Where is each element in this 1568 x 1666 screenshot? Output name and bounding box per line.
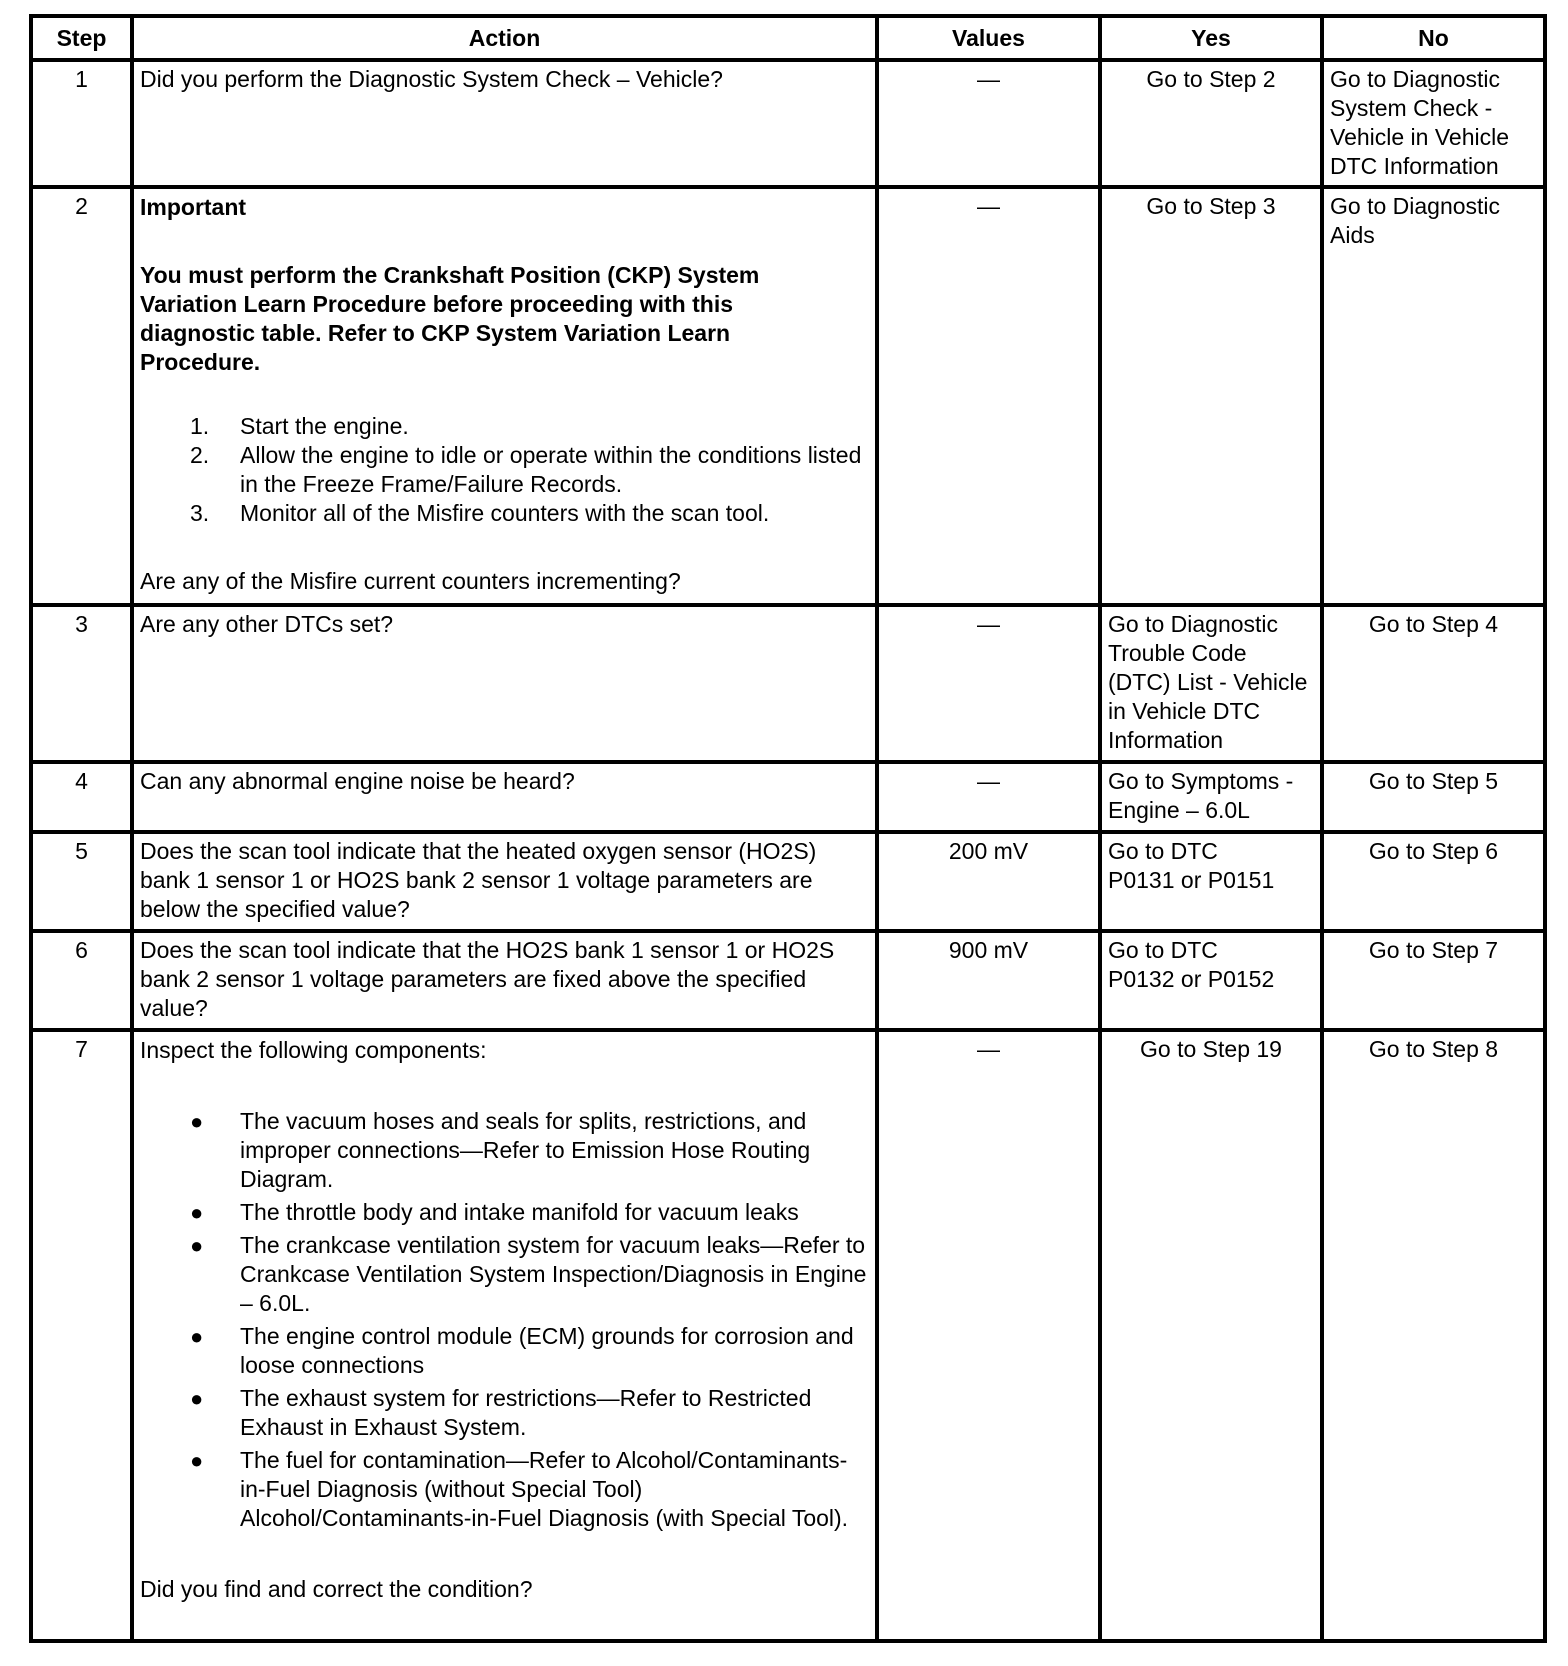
action-text: Are any other DTCs set? [132, 605, 877, 762]
header-row [31, 16, 1545, 60]
values-cell: — [877, 762, 1100, 832]
list-item: ● The crankcase ventilation system for vacuum leaks—Refer to Crankcase Ventilation System Inspection/Diagnosis in Engine – 6.0L. [190, 1232, 867, 1316]
step-number: 2 [31, 187, 132, 605]
list-item: ● The fuel for contamination—Refer to Alcohol/Contaminants-in-Fuel Diagnosis (without Special Tool) Alcohol/Contaminants-in-Fuel Diagnosis (with Special Tool). [190, 1447, 849, 1531]
no-cell[interactable]: Go to Step 6 [1322, 832, 1545, 931]
list-item: 1. Start the engine. [190, 413, 409, 439]
list-item: 2. Allow the engine to idle or operate within the conditions listed in the Freeze Frame/Failure Records. [190, 442, 862, 497]
table-row [31, 605, 1545, 762]
important-title: Important [140, 194, 247, 220]
list-item: ● The engine control module (ECM) grounds for corrosion and loose connections [190, 1323, 854, 1378]
table-row [31, 762, 1545, 832]
yes-cell[interactable]: Go to DTC P0132 or P0152 [1100, 931, 1322, 1030]
diagnostic-table [29, 14, 1547, 1643]
yes-cell[interactable]: Go to Step 2 [1100, 60, 1322, 187]
question-text: Are any of the Misfire current counters incrementing? [140, 568, 681, 594]
values-cell: — [877, 60, 1100, 187]
yes-cell[interactable]: Go to DTC P0131 or P0151 [1100, 832, 1322, 931]
yes-cell[interactable]: Go to Step 19 [1100, 1030, 1322, 1641]
no-cell[interactable]: Go to Step 8 [1322, 1030, 1545, 1641]
header-yes: Yes [1100, 16, 1322, 60]
list-item: ● The vacuum hoses and seals for splits, restrictions, and improper connections—Refer to Emission Hose Routing Diagram. [190, 1108, 811, 1192]
action-cell [132, 1030, 877, 1641]
action-cell [132, 187, 877, 605]
step-number: 5 [31, 832, 132, 931]
action-text: Did you perform the Diagnostic System Check – Vehicle? [132, 60, 877, 187]
important-text: You must perform the Crankshaft Position (CKP) System Variation Learn Procedure before proceeding with this diagnostic table. Refer to CKP System Variation Learn Procedure. [140, 262, 760, 375]
step-number: 6 [31, 931, 132, 1030]
values-cell: 200 mV [877, 832, 1100, 931]
step-number: 3 [31, 605, 132, 762]
action-text: Does the scan tool indicate that the heated oxygen sensor (HO2S) bank 1 sensor 1 or HO2S bank 2 sensor 1 voltage parameters are below the specified value? [132, 832, 877, 931]
list-item: 3. Monitor all of the Misfire counters with the scan tool. [190, 500, 770, 526]
values-cell: 900 mV [877, 931, 1100, 1030]
yes-cell[interactable]: Go to Symptoms - Engine – 6.0L [1100, 762, 1322, 832]
no-cell[interactable]: Go to Step 7 [1322, 931, 1545, 1030]
table-row [31, 832, 1545, 931]
step-number: 1 [31, 60, 132, 187]
yes-cell[interactable]: Go to Diagnostic Trouble Code (DTC) List - Vehicle in Vehicle DTC Information [1100, 605, 1322, 762]
step-number: 7 [31, 1030, 132, 1641]
values-cell: — [877, 187, 1100, 605]
procedure-list [140, 412, 869, 528]
table-row [31, 1030, 1545, 1641]
header-values: Values [877, 16, 1100, 60]
list-item: ● The exhaust system for restrictions—Refer to Restricted Exhaust in Exhaust System. [190, 1385, 812, 1440]
step-number: 4 [31, 762, 132, 832]
action-text: Can any abnormal engine noise be heard? [132, 762, 877, 832]
yes-cell[interactable]: Go to Step 3 [1100, 187, 1322, 605]
question-text: Did you find and correct the condition? [140, 1576, 533, 1602]
values-cell: — [877, 1030, 1100, 1641]
header-action: Action [132, 16, 877, 60]
no-cell[interactable]: Go to Diagnostic System Check - Vehicle in Vehicle DTC Information [1322, 60, 1545, 187]
action-text: Does the scan tool indicate that the HO2S bank 1 sensor 1 or HO2S bank 2 sensor 1 voltage parameters are fixed above the specified value? [132, 931, 877, 1030]
component-list [140, 1107, 869, 1533]
no-cell[interactable]: Go to Diagnostic Aids [1322, 187, 1545, 605]
intro-text: Inspect the following components: [140, 1037, 487, 1063]
list-item: ● The throttle body and intake manifold for vacuum leaks [190, 1199, 799, 1225]
no-cell[interactable]: Go to Step 5 [1322, 762, 1545, 832]
no-cell[interactable]: Go to Step 4 [1322, 605, 1545, 762]
table-row [31, 187, 1545, 605]
values-cell: — [877, 605, 1100, 762]
header-no: No [1322, 16, 1545, 60]
table-row [31, 931, 1545, 1030]
table-row [31, 60, 1545, 187]
header-step: Step [31, 16, 132, 60]
